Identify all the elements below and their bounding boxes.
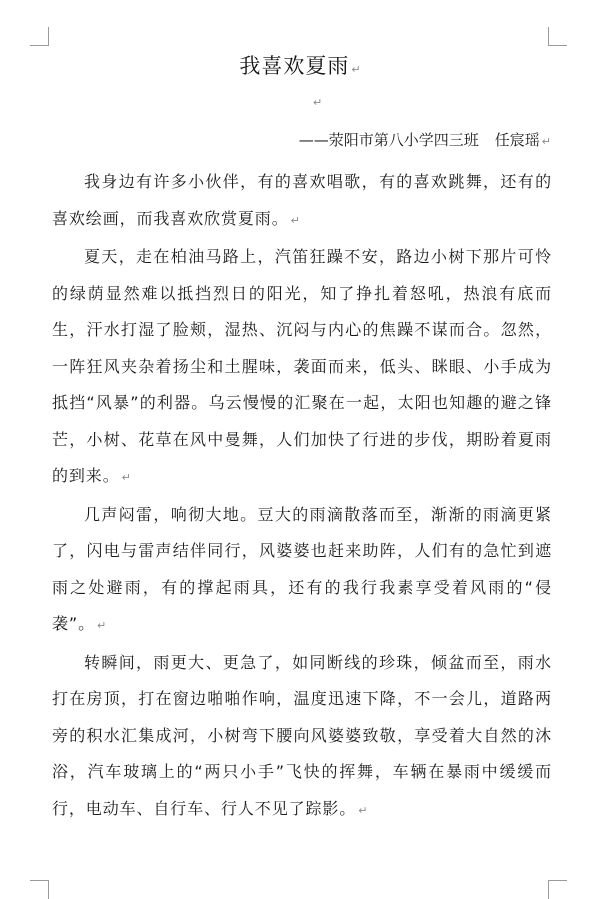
- paragraph-mark-icon: ↵: [290, 213, 301, 227]
- body-paragraph[interactable]: [52, 239, 552, 497]
- paragraph-text: 我身边有许多小伙伴，有的喜欢唱歌，有的喜欢跳舞，还有的喜欢绘画，而我喜欢欣赏夏雨。: [52, 172, 552, 228]
- paragraph-mark-icon: ↵: [313, 96, 323, 109]
- crop-mark-bottom-right: [548, 880, 567, 899]
- paragraph-mark-icon: ↵: [541, 135, 551, 148]
- paragraph-mark-icon: ↵: [97, 619, 108, 632]
- document-title[interactable]: [0, 51, 601, 85]
- document-body: [52, 164, 552, 829]
- byline-author: 任宸瑶: [494, 131, 540, 149]
- paragraph-mark-icon: ↵: [358, 803, 369, 817]
- author-byline[interactable]: [299, 128, 551, 154]
- paragraph-text: 转瞬间，雨更大、更急了，如同断线的珍珠，倾盆而至，雨水打在房顶，打在窗边啪啪作响，温度迅速下降，不一会儿，道路两旁的积水汇集成河，小树弯下腰向风婆婆致敬，享受着大自然的沐浴，汽车玻璃上的“两只小手”飞快的挥舞，车辆在暴雨中缓缓而行，电动车、自行车、行人不见了踪影。: [52, 652, 552, 818]
- crop-mark-top-left: [30, 27, 49, 46]
- byline-school: ——荥阳市第八小学四三班: [298, 131, 479, 149]
- body-paragraph[interactable]: [52, 497, 552, 645]
- body-paragraph[interactable]: [52, 164, 552, 239]
- body-paragraph[interactable]: [52, 645, 552, 830]
- empty-paragraph[interactable]: [313, 96, 322, 109]
- paragraph-text: 夏天，走在柏油马路上，汽笛狂躁不安，路边小树下那片可怜的绿荫显然难以抵挡烈日的阳光，知了挣扎着怒吼，热浪有底而生，汗水打湿了脸颊，湿热、沉闷与内心的焦躁不谋而合。忽然，一阵狂风夹杂着扬尘和土腥味，袭面而来，低头、眯眼、小手成为抵挡“风暴”的利器。乌云慢慢的汇聚在一起，太阳也知趣的避之锋芒，小树、花草在风中曼舞，人们加快了行进的步伐，期盼着夏雨的到来。: [52, 247, 552, 485]
- crop-mark-top-right: [548, 27, 567, 46]
- paragraph-mark-icon: ↵: [121, 471, 132, 484]
- title-text: 我喜欢夏雨: [239, 54, 350, 78]
- paragraph-mark-icon: ↵: [351, 63, 362, 76]
- paragraph-text: 几声闷雷，响彻大地。豆大的雨滴散落而至，渐渐的雨滴更紧了，闪电与雷声结伴同行，风婆婆也赶来助阵，人们有的急忙到遮雨之处避雨，有的撑起雨具，还有的我行我素享受着风雨的“侵袭”。: [52, 504, 552, 633]
- crop-mark-bottom-left: [30, 880, 49, 899]
